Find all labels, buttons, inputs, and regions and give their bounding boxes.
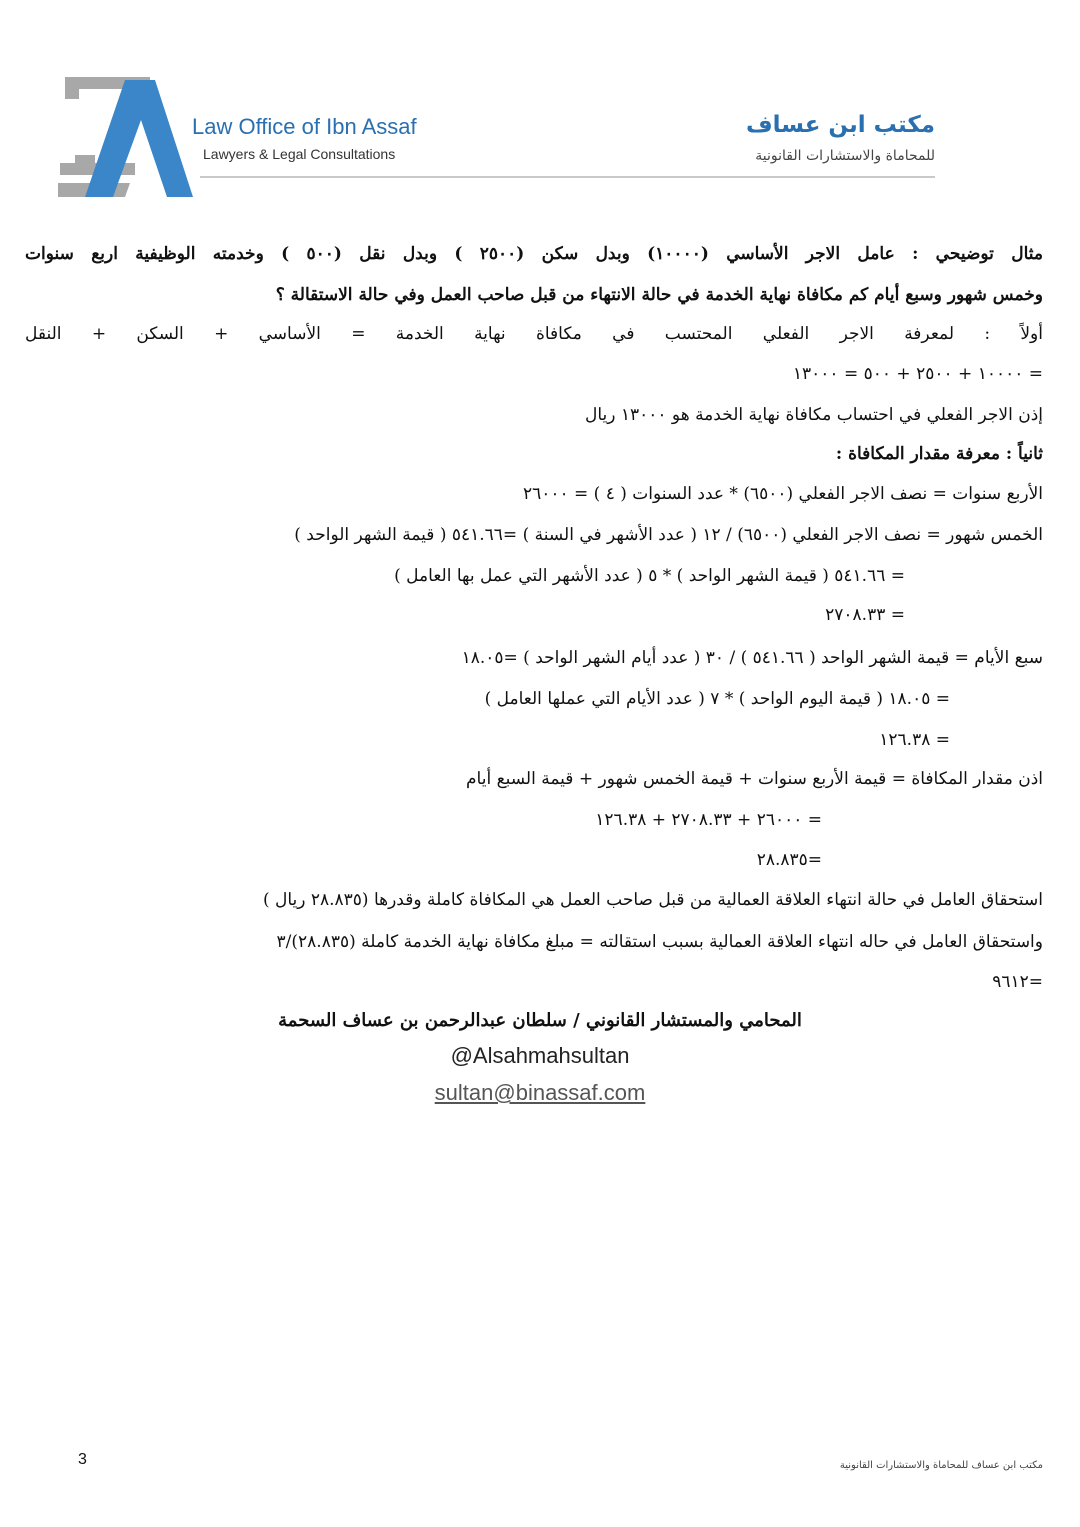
total-result: =٢٨.٨٣٥ (756, 850, 822, 870)
four-years-calc: الأربع سنوات = نصف الاجر الفعلي (٦٥٠٠) * عدد السنوات ( ٤ ) = ٢٦٠٠٠ (522, 484, 1043, 504)
email-link[interactable]: sultan@binassaf.com (434, 1080, 646, 1105)
arabic-office-name: مكتب ابن عساف (745, 112, 935, 138)
footer-office-line: مكتب ابن عساف للمحاماة والاستشارات القانونية (839, 1460, 1043, 1471)
social-handle[interactable]: @Alsahmahsultan (450, 1043, 630, 1068)
resignation-entitlement: واستحقاق العامل في حاله انتهاء العلاقة العمالية بسبب استقالته = مبلغ مكافاة نهاية الخدمة كاملة (٢٨.٨٣٥)/٣ (276, 932, 1043, 952)
actual-wage-statement: إذن الاجر الفعلي في احتساب مكافاة نهاية الخدمة هو ١٣٠٠٠ ريال (584, 405, 1043, 425)
termination-entitlement: استحقاق العامل في حالة انتهاء العلاقة العمالية من قبل صاحب العمل هي المكافاة كاملة وقدرها (٢٨.٨٣٥ ريال ) (262, 890, 1043, 910)
total-sum: = ٢٦٠٠٠ + ٢٧٠٨.٣٣ + ١٢٦.٣٨ (595, 810, 822, 830)
resignation-result: =٩٦١٢ (992, 972, 1043, 992)
page-number: 3 (78, 1451, 87, 1468)
seven-days-calc: سبع الأيام = قيمة الشهر الواحد ( ٥٤١.٦٦ ) / ٣٠ ( عدد أيام الشهر الواحد ) =١٨.٠٥ (461, 648, 1043, 668)
header-divider (200, 176, 935, 178)
five-months-calc-2: = ٥٤١.٦٦ ( قيمة الشهر الواحد ) * ٥ ( عدد الأشهر التي عمل بها العامل ) (394, 566, 905, 586)
five-months-result: = ٢٧٠٨.٣٣ (825, 605, 905, 625)
question-line-2: وخمس شهور وسبع أيام كم مكافاة نهاية الخدمة في حالة الانتهاء من قبل صاحب العمل وفي حالة الاستقالة ؟ (275, 285, 1043, 305)
signature-block (0, 1010, 1080, 1031)
total-formula: اذن مقدار المكافاة = قيمة الأربع سنوات + قيمة الخمس شهور + قيمة السبع أيام (466, 769, 1043, 789)
english-office-name: Law Office of Ibn Assaf (192, 114, 417, 139)
question-line-1: مثال توضيحي : عامل الاجر الأساسي (١٠٠٠٠) وبدل سكن (٢٥٠٠ ) وبدل نقل (٥٠٠ ) وخدمته الوظيفية اربع سنوات (25, 244, 1044, 264)
step-one-result: = ١٠٠٠٠ + ٢٥٠٠ + ٥٠٠ = ١٣٠٠٠ (792, 364, 1043, 384)
arabic-office-subtitle: للمحاماة والاستشارات القانونية (755, 148, 935, 164)
english-office-subtitle: Lawyers & Legal Consultations (203, 146, 396, 162)
five-months-calc: الخمس شهور = نصف الاجر الفعلي (٦٥٠٠) / ١٢ ( عدد الأشهر في السنة ) =٥٤١.٦٦ ( قيمة الشهر الواحد ) (294, 525, 1043, 545)
step-two-heading: ثانياً : معرفة مقدار المكافاة : (835, 444, 1043, 464)
seven-days-result: = ١٢٦.٣٨ (879, 730, 950, 750)
office-logo (55, 75, 200, 205)
seven-days-calc-2: = ١٨.٠٥ ( قيمة اليوم الواحد ) * ٧ ( عدد الأيام التي عملها العامل ) (484, 689, 950, 709)
lawyer-signature: المحامي والمستشار القانوني / سلطان عبدالرحمن بن عساف السحمة (278, 1010, 802, 1031)
step-one-line: أولاً : لمعرفة الاجر الفعلي المحتسب في مكافاة نهاية الخدمة = الأساسي + السكن + النقل (25, 324, 1043, 344)
